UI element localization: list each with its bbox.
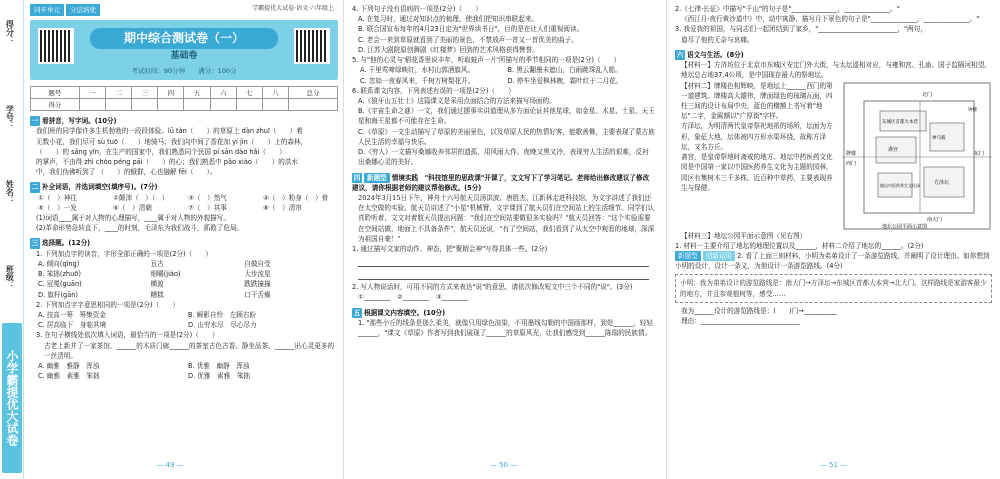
- new-type-badge: 新题型: [675, 251, 701, 261]
- question-line: 3. 我爱我的祖国，与同志们一起团结到了家乡，"________________________，"两句，: [675, 25, 927, 34]
- map-label: 地坛中医药养生文化园: [880, 182, 920, 188]
- option-item: 口干舌燥: [244, 290, 271, 299]
- option-item: B. 联合国宣布每年的4月23日定为"世界读书日"，目的是在让人们重视阅读。: [358, 25, 584, 34]
- new-type-badge: 新题型: [364, 173, 390, 183]
- material-text: 方泽坛，为明清两代皇帝祭祀地祇的场所，坛面为方形，象征大地，坛体被四方形水渠环绕，故称方泽坛，又名方丘。: [681, 122, 833, 151]
- score-table: [30, 86, 338, 111]
- option-item: ②颠沛（ ）（ ）: [113, 193, 169, 202]
- map-label: 神马殿: [932, 135, 946, 141]
- subtitle: 基础卷: [170, 51, 198, 62]
- series-label: 学霸提优大试卷·语文·六年级上: [252, 5, 334, 12]
- innovation-tag: 创新运用: [703, 251, 735, 261]
- section-number: 四: [353, 173, 361, 182]
- tag-level: 分层培优: [66, 4, 100, 16]
- spine: [0, 0, 24, 479]
- option-item: C. 冠冕(guān): [38, 280, 82, 289]
- option-item: ⑤（ ）一发: [38, 203, 77, 212]
- option-item: A. 在复习时，通过对知识点的梳理，使我们把知识串联起来。: [358, 15, 539, 24]
- option-item: A. 倾向(qīng): [38, 259, 80, 268]
- question-line: (1)词语____属于对人物的心理描写，____属于对人物的外貌描写。: [36, 214, 230, 223]
- map-label: 斋宫: [888, 146, 899, 153]
- score-cell: 七: [236, 87, 262, 99]
- map-label: 西门: [846, 160, 857, 167]
- spine-brand: 小学霸提优大试卷: [2, 323, 22, 473]
- material-text: 【材料三】地坛公园平面示意图（见右图）: [681, 231, 807, 240]
- class-label: 班级：: [5, 265, 15, 289]
- question-line: 1. 通过描写文家的动作、神态，把"聚精会神"写得具体一些。(2分): [352, 245, 548, 254]
- question-line: (2)革命形势急转直下，____的时刻，毛泽东为我们战斗，抓救了危局。: [36, 224, 244, 233]
- passage-line: 的掌声，不由得 zhì chóo péng pāi（ ）的心；我们熟悉中 pǎo xiào（ ）的洪水: [36, 157, 299, 166]
- score-input-cell[interactable]: [105, 99, 131, 111]
- material-text: 【材料一】方济坊位于北京市东城区安定门外大街，与太坛遥相对应，与雍和宫、孔庙、国子监隔河相望。地坛总占地37.4公顷，是中国现存最大的祭地坛。: [681, 61, 991, 80]
- option-item: A.《狼牙山五壮士》这篇课文是采用点面结合的方法来描写场面的。: [358, 96, 556, 105]
- question-line: 2. 看了上面三则材料，小明为弟弟设计了一条游览路线，并阐明了设计理由。如你想到小明的设计，设计一条义，为他设计一条游览路线。(4分): [675, 251, 990, 271]
- option-item: 横渡: [150, 280, 164, 289]
- option-item: C. 幽雅 素雅 笨拙: [38, 372, 100, 381]
- option-item: A. 千里莺啼绿映红，水村山郭酒旗风。: [360, 66, 475, 75]
- question-line: 4. 下列句子没有语病的一项是(2分)（ ）: [352, 5, 482, 13]
- passage-line: 无数小花，我们尽可 sù tuō（ ）地骑马；我们向中间了香花加 yí jìn（ ）上的森林，: [36, 137, 308, 146]
- option-item: B. 优雅 幽静 浑浊: [188, 362, 250, 371]
- option-item: B. 黑云翻墨未遮山，白雨跳珠乱入船。: [507, 66, 622, 75]
- passage-line: 中，我们伪佛听到了 （ ）的蛾群，心也融解 fēi（ ）。: [36, 168, 217, 177]
- score-input-cell[interactable]: [158, 99, 184, 111]
- question-line: 《西江月·夜行黄沙道中》中，动中寓静，描写月下景色的句子是"______________，______________。": [681, 15, 980, 24]
- option-item: 亘古: [150, 259, 164, 268]
- question-line: 1. 材料一主要介绍了地坛的地理位置以及______，材料二介绍了地坛的______。(2分): [675, 241, 924, 250]
- section-heading: [352, 308, 655, 318]
- section-number: 三: [31, 239, 39, 248]
- score-cell: 三: [132, 87, 158, 99]
- page-number: — 50 —: [489, 461, 518, 470]
- page-title: 期中综合测试卷（一）: [90, 28, 278, 49]
- score-cell: 总分: [289, 87, 338, 99]
- map-label: 东门: [974, 150, 985, 157]
- score-cell: 六: [210, 87, 236, 99]
- page-50: [343, 0, 663, 479]
- option-item: C. 居高临下 身临其境: [38, 321, 107, 330]
- section-number: 一: [31, 117, 39, 126]
- section-heading: [352, 173, 655, 193]
- name-label: 姓名：: [5, 180, 15, 204]
- question-line: 2. 写人物说话时，可用不同的方式来表达"说"的意思，请依次修改短文中三个不同的"说"。(3分): [352, 283, 633, 292]
- section-title: 情境实践 "科技馆里的思政课"开课了，文文写下了学习笔记。老师给出修改建议了修改建议，请你根据老师的建议帮他修改。(5分): [352, 173, 650, 192]
- option-item: B. 笨拙(zhuō): [38, 270, 81, 279]
- question-line: 2. 下列加点字字意思相同的一项是(2分)（ ）: [36, 300, 180, 309]
- material-text: 【材料二】牌楼色相辉映，是地坛上______西门的第一道建筑。牌楼高大雄伟，牌面绿色的琉璃瓦面，四柱三间的设计布局中央，蓝色的横额上书写着"地坛"二字，金匾额以"广厚街"字样。: [681, 81, 833, 121]
- score-input-cell[interactable]: [184, 99, 210, 111]
- section-number: 五: [353, 308, 361, 317]
- option-item: D. 优雅 素雅 笨拙: [188, 372, 251, 381]
- option-item: C.《草原》一文生动描写了草原的美丽景色，以及草原人民的热情好客，能歌善舞，主要表现了蒙古族人民生活的幸福与快乐。: [358, 127, 655, 146]
- section-title: 补全词语，并选词填空(填序号)。(7分): [42, 183, 158, 192]
- section-heading: [675, 50, 992, 60]
- section-heading: [30, 182, 338, 192]
- passage-text: 2024年3月15日下午，神舟十六号航天员汤洪波、唐胜杰、江新林走进科技馆，为文字讲述了我们还在太空做的实验。航天员讲述了"小星"机械臂，文字课到了航天员们在空间站上的生活细节。同学们认真聆听着，文文对着航天员提出问题："我们在空间站要做很多实验吗？"航天员回答："这个实验需要在空间站做，地面上不具备条件"，航天员还说，"有了空间站，我们看到了从太空中观看的地球，深深为祖国自豪！": [358, 193, 655, 243]
- option-item: B.《宇宙生命之谜》一文，我们通过摆事实讲道理从多方面论证其他星球，如金星、木星、土星、天王星和海王星都不可能存在生命。: [358, 107, 655, 126]
- student-number-label: 学号：: [5, 105, 15, 129]
- question-text: 古老上新并了一家茶馆，______的木质门廊______的茶室古色古香。静坐品茶，______出心灵更多的一丝清明。: [44, 341, 335, 360]
- option-item: D.《穷人》一文描写桑娜收养邻居的遗孤，用风雨大作、夜晚又黑又冷，表现穷人生活的艰难，反衬出桑娜心灵的美好。: [358, 148, 649, 167]
- option-item: C. 老会一来到草原就看到了美丽的景色，不禁放声一首又一首优美的曲子。: [358, 35, 578, 44]
- answer-line[interactable]: 我为______设计的游览路线是：( )门→__________: [681, 306, 837, 315]
- question-line: 道尽了他的无奈与哀痛。: [681, 35, 754, 44]
- example-box: 小明：我为弟弟设计的游览路线是：南大门→方泽坛→东城区首都大本营→北大门。这样路线是家游客最少的地方，并且参观植树等，感受……: [675, 274, 992, 302]
- tag-unit: 同步单元: [30, 4, 64, 16]
- score-input-cell[interactable]: [79, 99, 105, 111]
- option-item: ⑦（ ）其事: [188, 203, 227, 212]
- passage-line: （ ）的 sǎng yīn，在生产的国家中，我们熟悉同个民国 pí sān dào hǎi（ ）: [36, 147, 286, 156]
- answer-line[interactable]: 理由：______________________________: [681, 317, 800, 326]
- option-item: ③（ ）然气: [188, 193, 227, 202]
- answer-blanks[interactable]: ①________ ②________ ③________: [358, 293, 469, 302]
- map-label: 方泽坛: [934, 179, 950, 186]
- option-item: D. 旗杆(gān): [38, 290, 79, 299]
- score-cell: 题号: [31, 87, 80, 99]
- score-input-cell[interactable]: [289, 99, 338, 111]
- question-line: 2.《七律·长征》中描写"千山"的句子是"______________，______________。": [675, 5, 900, 13]
- section-number: 六: [676, 50, 684, 59]
- section-title: 语文与生活。(8分): [687, 50, 744, 59]
- section-heading: [30, 116, 338, 126]
- qr-code-icon: [294, 28, 330, 64]
- answer-line[interactable]: [358, 256, 649, 267]
- map-caption: 地坛公园平面示意图: [882, 223, 928, 230]
- section-title: 看拼音，写字词。(10分): [42, 117, 117, 126]
- exam-time: 考试时间：90分钟 满分：100分: [131, 67, 237, 76]
- section-number: 二: [31, 183, 39, 192]
- score-cell: 一: [79, 87, 105, 99]
- score-input-cell[interactable]: [236, 99, 262, 111]
- page-number: — 51 —: [819, 461, 848, 470]
- option-item: ⑧（ ）清帘: [263, 203, 302, 212]
- page-51: [666, 0, 1000, 479]
- map-label: 北门: [922, 91, 933, 98]
- answer-line[interactable]: [358, 269, 649, 280]
- option-item: 细嚼(jiáo): [150, 270, 181, 279]
- score-label: 得分：: [5, 20, 15, 44]
- section-title: 选择题。(12分): [42, 239, 91, 248]
- question-line: 1. "那些小丘的线条是那么柔美，就像只用绿色渲染，不用墨线勾勒的中国画那样，到处______，轻轻______，"课文《草原》作者写到我们展现了______的草原风光，让我们感受到______陈瑞的民族情。: [358, 318, 653, 338]
- score-cell: 八: [262, 87, 288, 99]
- question-line: 6. 联系课文内容，下列表述有误的一项是(2分)（ ）: [352, 86, 515, 95]
- section-heading: [30, 238, 338, 248]
- map-label: 南大门: [927, 216, 943, 223]
- option-item: ⑥（ ）清朝: [113, 203, 152, 212]
- option-item: 大步流星: [244, 270, 271, 279]
- option-item: 糟糕: [150, 290, 164, 299]
- score-input-cell[interactable]: [262, 99, 288, 111]
- option-item: D. 山穷水尽 尽心尽力: [188, 321, 257, 330]
- option-item: D. 江苏大剧院原创舞剧《红楼梦》回到的艺术风格获得赞誉。: [358, 45, 539, 54]
- score-input-cell[interactable]: [132, 99, 158, 111]
- page-49: [0, 0, 340, 479]
- score-cell: 五: [184, 87, 210, 99]
- option-item: A. 幽雅 雅静 浑浊: [38, 362, 100, 371]
- passage-line: 我们班的同学像许多生机勃勃的一段段体验。lǜ tàn（ ）的草原上 dàn zhuī（ ）着: [36, 127, 303, 136]
- score-input-cell[interactable]: [210, 99, 236, 111]
- option-item: C. 忽如一夜春风来，千树万树梨花开。: [360, 76, 475, 85]
- score-cell: 二: [105, 87, 131, 99]
- map-label: 东城区首都大本营: [882, 119, 918, 125]
- title-banner: [30, 20, 338, 80]
- question-line: 5. 与"他的心灵与'稻花香里说丰年，听取蛙声一片'所描写的季节相同的一项是(2分)（ ）: [352, 56, 621, 65]
- score-cell: 四: [158, 87, 184, 99]
- section-title: 根据课文内容填空。(10分): [364, 308, 446, 317]
- map-label: 牌楼: [846, 150, 857, 157]
- park-map: [842, 81, 992, 231]
- option-item: ①（ ）神往: [38, 193, 77, 202]
- option-item: ④（ ）粉身（ ）骨: [263, 193, 329, 202]
- option-item: D. 停车坐爱枫林晚，霜叶红于二月花。: [507, 76, 623, 85]
- question-line: 1. 下列加点字的读音，字形全部正确的一项是(2分)（ ）: [36, 249, 212, 258]
- option-item: 自做自受: [244, 259, 271, 268]
- option-item: B. 瞬影自怜 左顾右盼: [188, 311, 257, 319]
- score-cell: 得分: [31, 99, 80, 111]
- option-item: A. 技高一筹 筹集资金: [38, 311, 106, 319]
- option-item: 跌跌撞撞: [244, 280, 271, 289]
- map-label: 钟楼: [968, 107, 977, 113]
- page-number: — 49 —: [156, 461, 184, 470]
- material-text: 斋宫，是皇帝祭地时斋戒的地方。地坛中药医药文化园是中国第一家以中国医药养生文化为主题的园林，园区有集树木三千多株，近百种中草药，主要表现养生与保健。: [681, 153, 833, 192]
- question-line: 3. 在句子横线处依次填入词语，最恰当的一项是(2分)（ ）: [36, 331, 219, 340]
